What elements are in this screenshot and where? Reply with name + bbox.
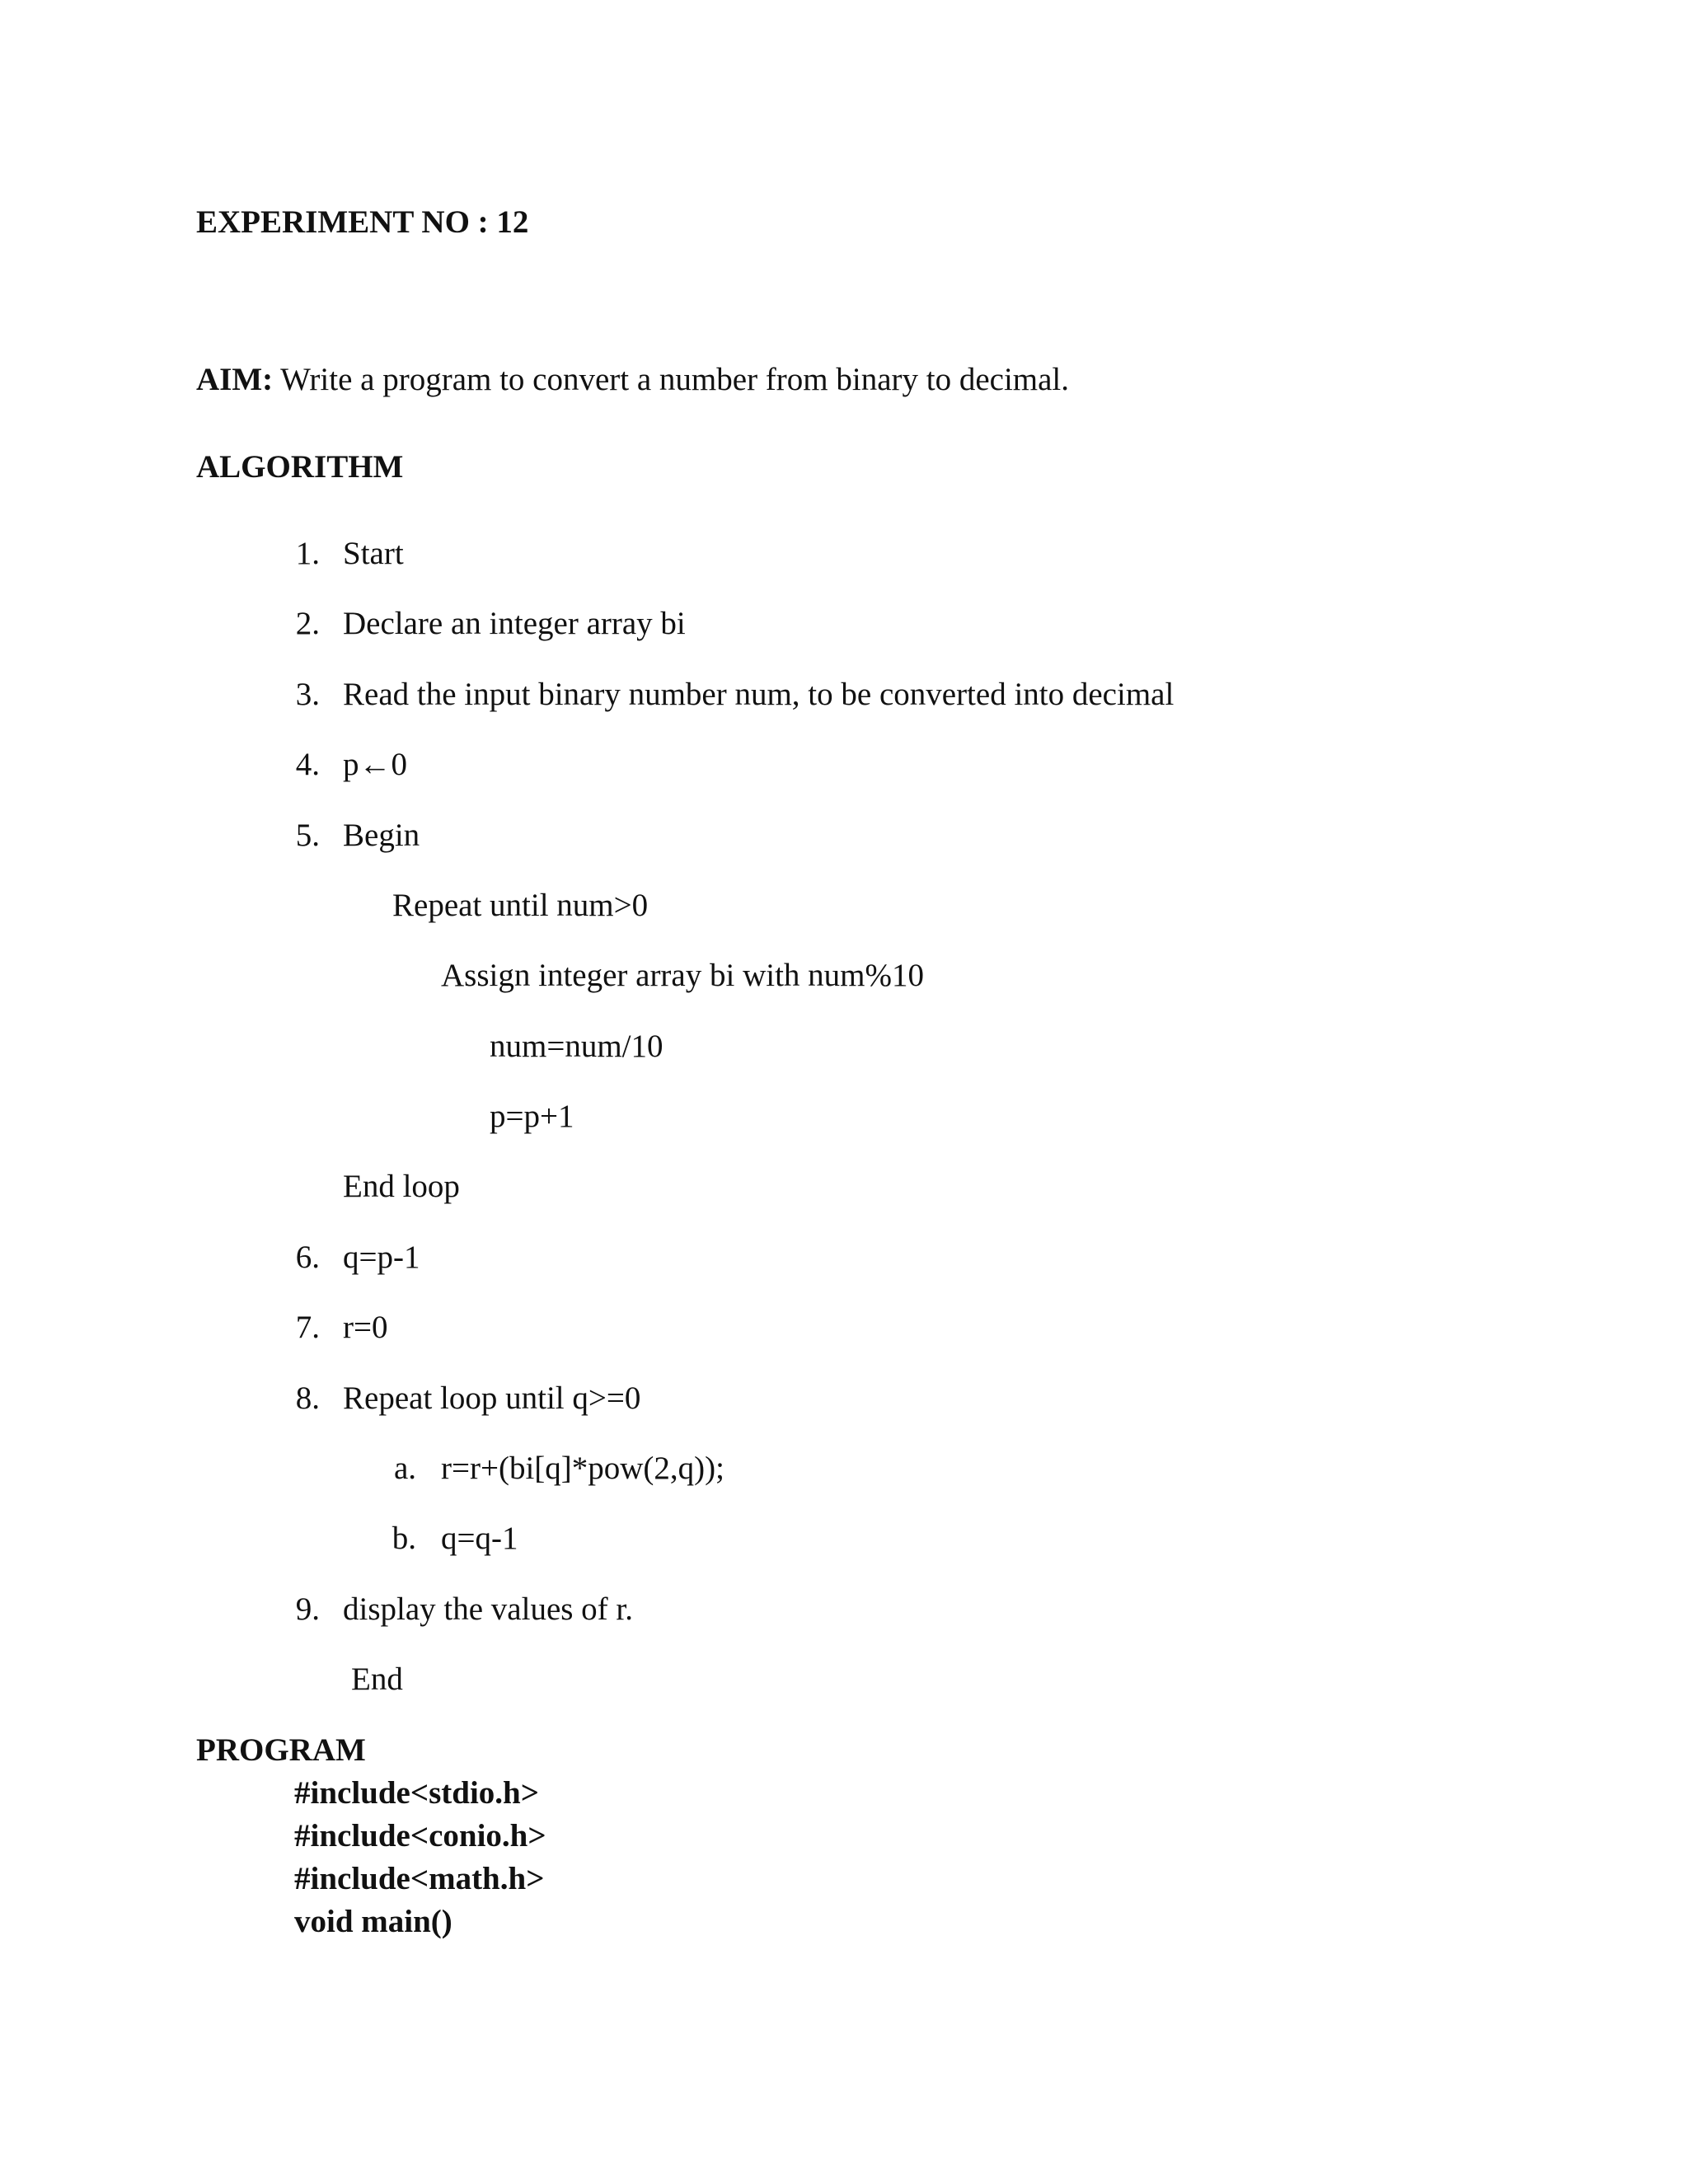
substep-text: q=q-1 [441,1521,518,1556]
algorithm-end: End [351,1661,403,1697]
loop-end: End loop [343,1169,460,1204]
step-number: 1. [295,536,320,571]
step-number: 3. [295,677,320,712]
step-text: q=p-1 [343,1240,420,1275]
code-line: #include<stdio.h> [294,1775,539,1811]
aim-text: Write a program to convert a number from binary to decimal. [273,362,1070,397]
step-text: Read the input binary number num, to be converted into decimal [343,677,1175,712]
step-number: 7. [295,1310,320,1345]
code-line: void main() [294,1904,452,1939]
loop-increment: p=p+1 [490,1099,574,1134]
step-number: 8. [295,1380,320,1416]
step-number: 4. [295,747,320,782]
program-heading: PROGRAM [196,1732,366,1768]
step-text: display the values of r. [343,1591,634,1627]
step-number: 2. [295,606,320,641]
substep-letter: a. [393,1451,416,1486]
step-number: 9. [295,1591,320,1627]
step-number: 5. [295,818,320,853]
loop-assign: Assign integer array bi with num%10 [441,958,924,993]
step-text: Start [343,536,404,571]
aim-line [196,363,1069,396]
step-text: Declare an integer array bi [343,606,686,641]
loop-divide: num=num/10 [490,1029,663,1064]
substep-text: r=r+(bi[q]*pow(2,q)); [441,1451,724,1486]
code-line: #include<conio.h> [294,1818,546,1854]
aim-label: AIM: [196,362,274,397]
experiment-title: EXPERIMENT NO : 12 [196,204,529,240]
code-line: #include<math.h> [294,1861,545,1896]
algorithm-heading: ALGORITHM [196,449,404,485]
loop-repeat: Repeat until num>0 [392,888,649,923]
step-text: Repeat loop until q>=0 [343,1380,641,1416]
substep-letter: b. [392,1521,416,1556]
step-number: 6. [295,1240,320,1275]
step-text: Begin [343,818,420,853]
step-text: r=0 [343,1310,388,1345]
step-text: p←0 [343,747,407,782]
